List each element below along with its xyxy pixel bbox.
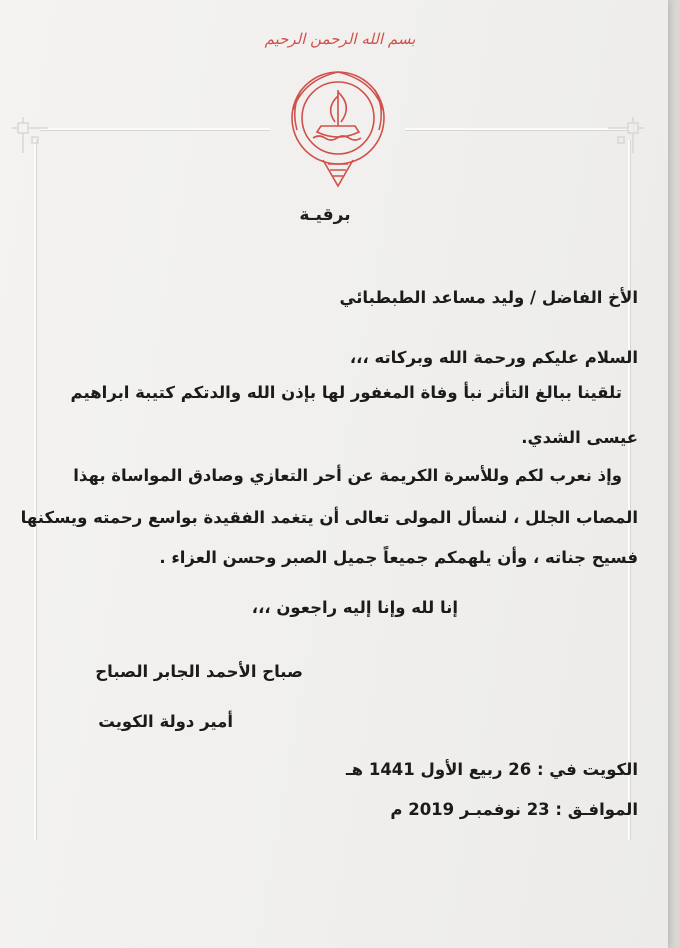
body-para2-line2: المصاب الجلل ، لنسأل المولى تعالى أن يتغمد الفقيدة بواسع رحمته ويسكنها [20,508,638,527]
emboss-corner-right-icon [606,115,646,155]
body-para2-line3: فسيح جناته ، وأن يلهمكم جميعاً جميل الصبر وحسن العزاء . [159,548,638,567]
emboss-border-top-right [405,128,630,130]
body-para2-line1: وإذ نعرب لكم وللأسرة الكريمة عن أحر التعازي وصادق المواساة بهذا [73,466,622,485]
emboss-border-right [628,140,630,840]
addressee-line: الأخ الفاضل / وليد مساعد الطبطبائي [339,288,638,307]
date-hijri: الكويت في : 26 ربيع الأول 1441 هـ [346,760,638,779]
emboss-border-left [34,140,36,840]
emboss-corner-left-icon [10,115,50,155]
date-gregorian: الموافـق : 23 نوفمبـر 2019 م [390,800,638,819]
signature-name: صباح الأحمد الجابر الصباح [95,662,303,681]
closing-line: إنا لله وإنا إليه راجعون ،،، [251,598,458,617]
signature-title: أمير دولة الكويت [98,712,233,731]
document-title: برقيـة [299,205,351,225]
basmala-header: بسم الله الرحمن الرحيم [264,30,416,48]
greeting-line: السلام عليكم ورحمة الله وبركاته ،،، [349,348,638,367]
body-para1-line1: تلقينا ببالغ التأثر نبأ وفاة المغفور لها بإذن الله والدتكم كتيبة ابراهيم [70,383,622,402]
state-emblem-icon [283,60,393,190]
emboss-border-top-left [40,128,270,130]
body-para1-line2: عيسى الشدي. [521,428,638,447]
